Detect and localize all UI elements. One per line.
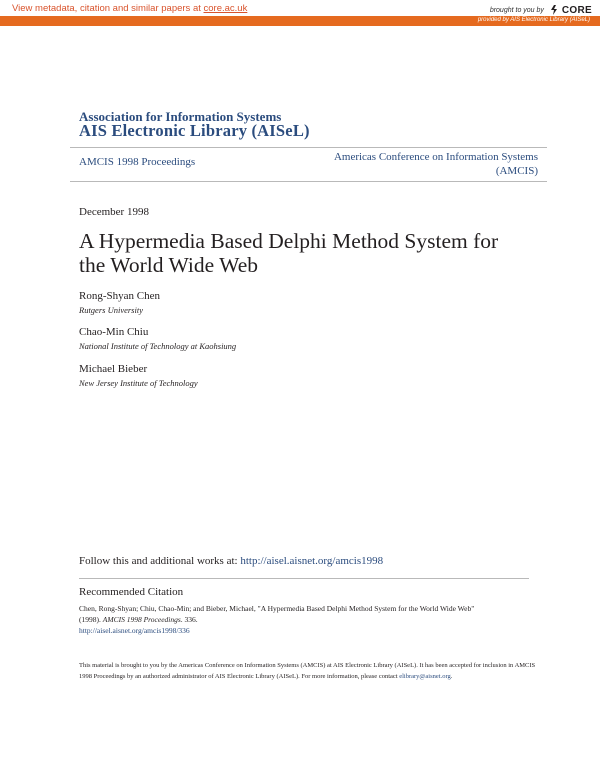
conference-link[interactable] [298,150,538,178]
follow-prefix: Follow this and additional works at: [79,555,241,567]
core-banner [0,0,600,26]
notice-end: . [450,673,453,680]
header-bottom-rule [70,181,547,182]
paper-title: A Hypermedia Based Delphi Method System for the World Wide Web [79,229,499,277]
core-link-prefix[interactable]: View metadata, citation and similar papers at [12,3,204,14]
author-name[interactable]: Rong-Shyan Chen [79,290,160,302]
brought-to-you-text: brought to you by [489,6,544,14]
proceedings-link[interactable]: AMCIS 1998 Proceedings [79,156,196,168]
author-affiliation: Rutgers University [79,305,143,315]
notice-text: This material is brought to you by the Americas Conference on Information Systems (AMCIS) at AIS Electronic Library (AISeL). It has been accepted for inclusion in AMCIS 1998 Proceedings by an authorized administrator of AIS Electronic Library (AISeL). For more information, please contact [79,662,536,680]
core-wordmark: CORE [561,4,592,16]
author-name[interactable]: Chao-Min Chiu [79,326,149,338]
core-logo[interactable] [548,4,592,16]
citation-line-1: Chen, Rong-Shyan; Chiu, Chao-Min; and Bieber, Michael, "A Hypermedia Based Delphi Method System for the World Wide Web" [79,604,475,613]
contact-email-link[interactable]: elibrary@aisnet.org [399,673,451,680]
paper-date: December 1998 [79,206,149,218]
citation-proceedings: AMCIS 1998 Proceedings [102,615,181,624]
citation-link[interactable]: http://aisel.aisnet.org/amcis1998/336 [79,626,190,635]
association-name[interactable]: Association for Information Systems [79,109,282,124]
core-logo-icon [548,4,560,16]
follow-rule [79,578,529,579]
library-name[interactable]: AIS Electronic Library (AISeL) [79,121,310,140]
core-link-domain[interactable]: core.ac.uk [203,3,248,14]
access-notice [79,660,539,682]
header-top-rule [70,147,547,148]
recommended-citation-heading: Recommended Citation [79,586,184,598]
conference-line-1: Americas Conference on Information Systems [333,151,538,163]
provided-by-text: provided by AIS Electronic Library (AISeL) [477,17,590,23]
follow-link[interactable]: http://aisel.aisnet.org/amcis1998 [240,555,384,567]
citation-line-2 [79,614,539,625]
core-view-metadata-link[interactable] [12,3,247,14]
citation-number: . 336. [180,615,198,624]
follow-line [79,555,383,567]
conference-line-2: (AMCIS) [495,165,538,177]
author-affiliation: New Jersey Institute of Technology [79,378,198,388]
author-affiliation: National Institute of Technology at Kaohsiung [79,341,237,351]
citation-year: (1998). [79,615,103,624]
core-brand[interactable] [490,4,592,16]
recommended-citation-body [79,603,539,636]
author-name[interactable]: Michael Bieber [79,363,148,375]
